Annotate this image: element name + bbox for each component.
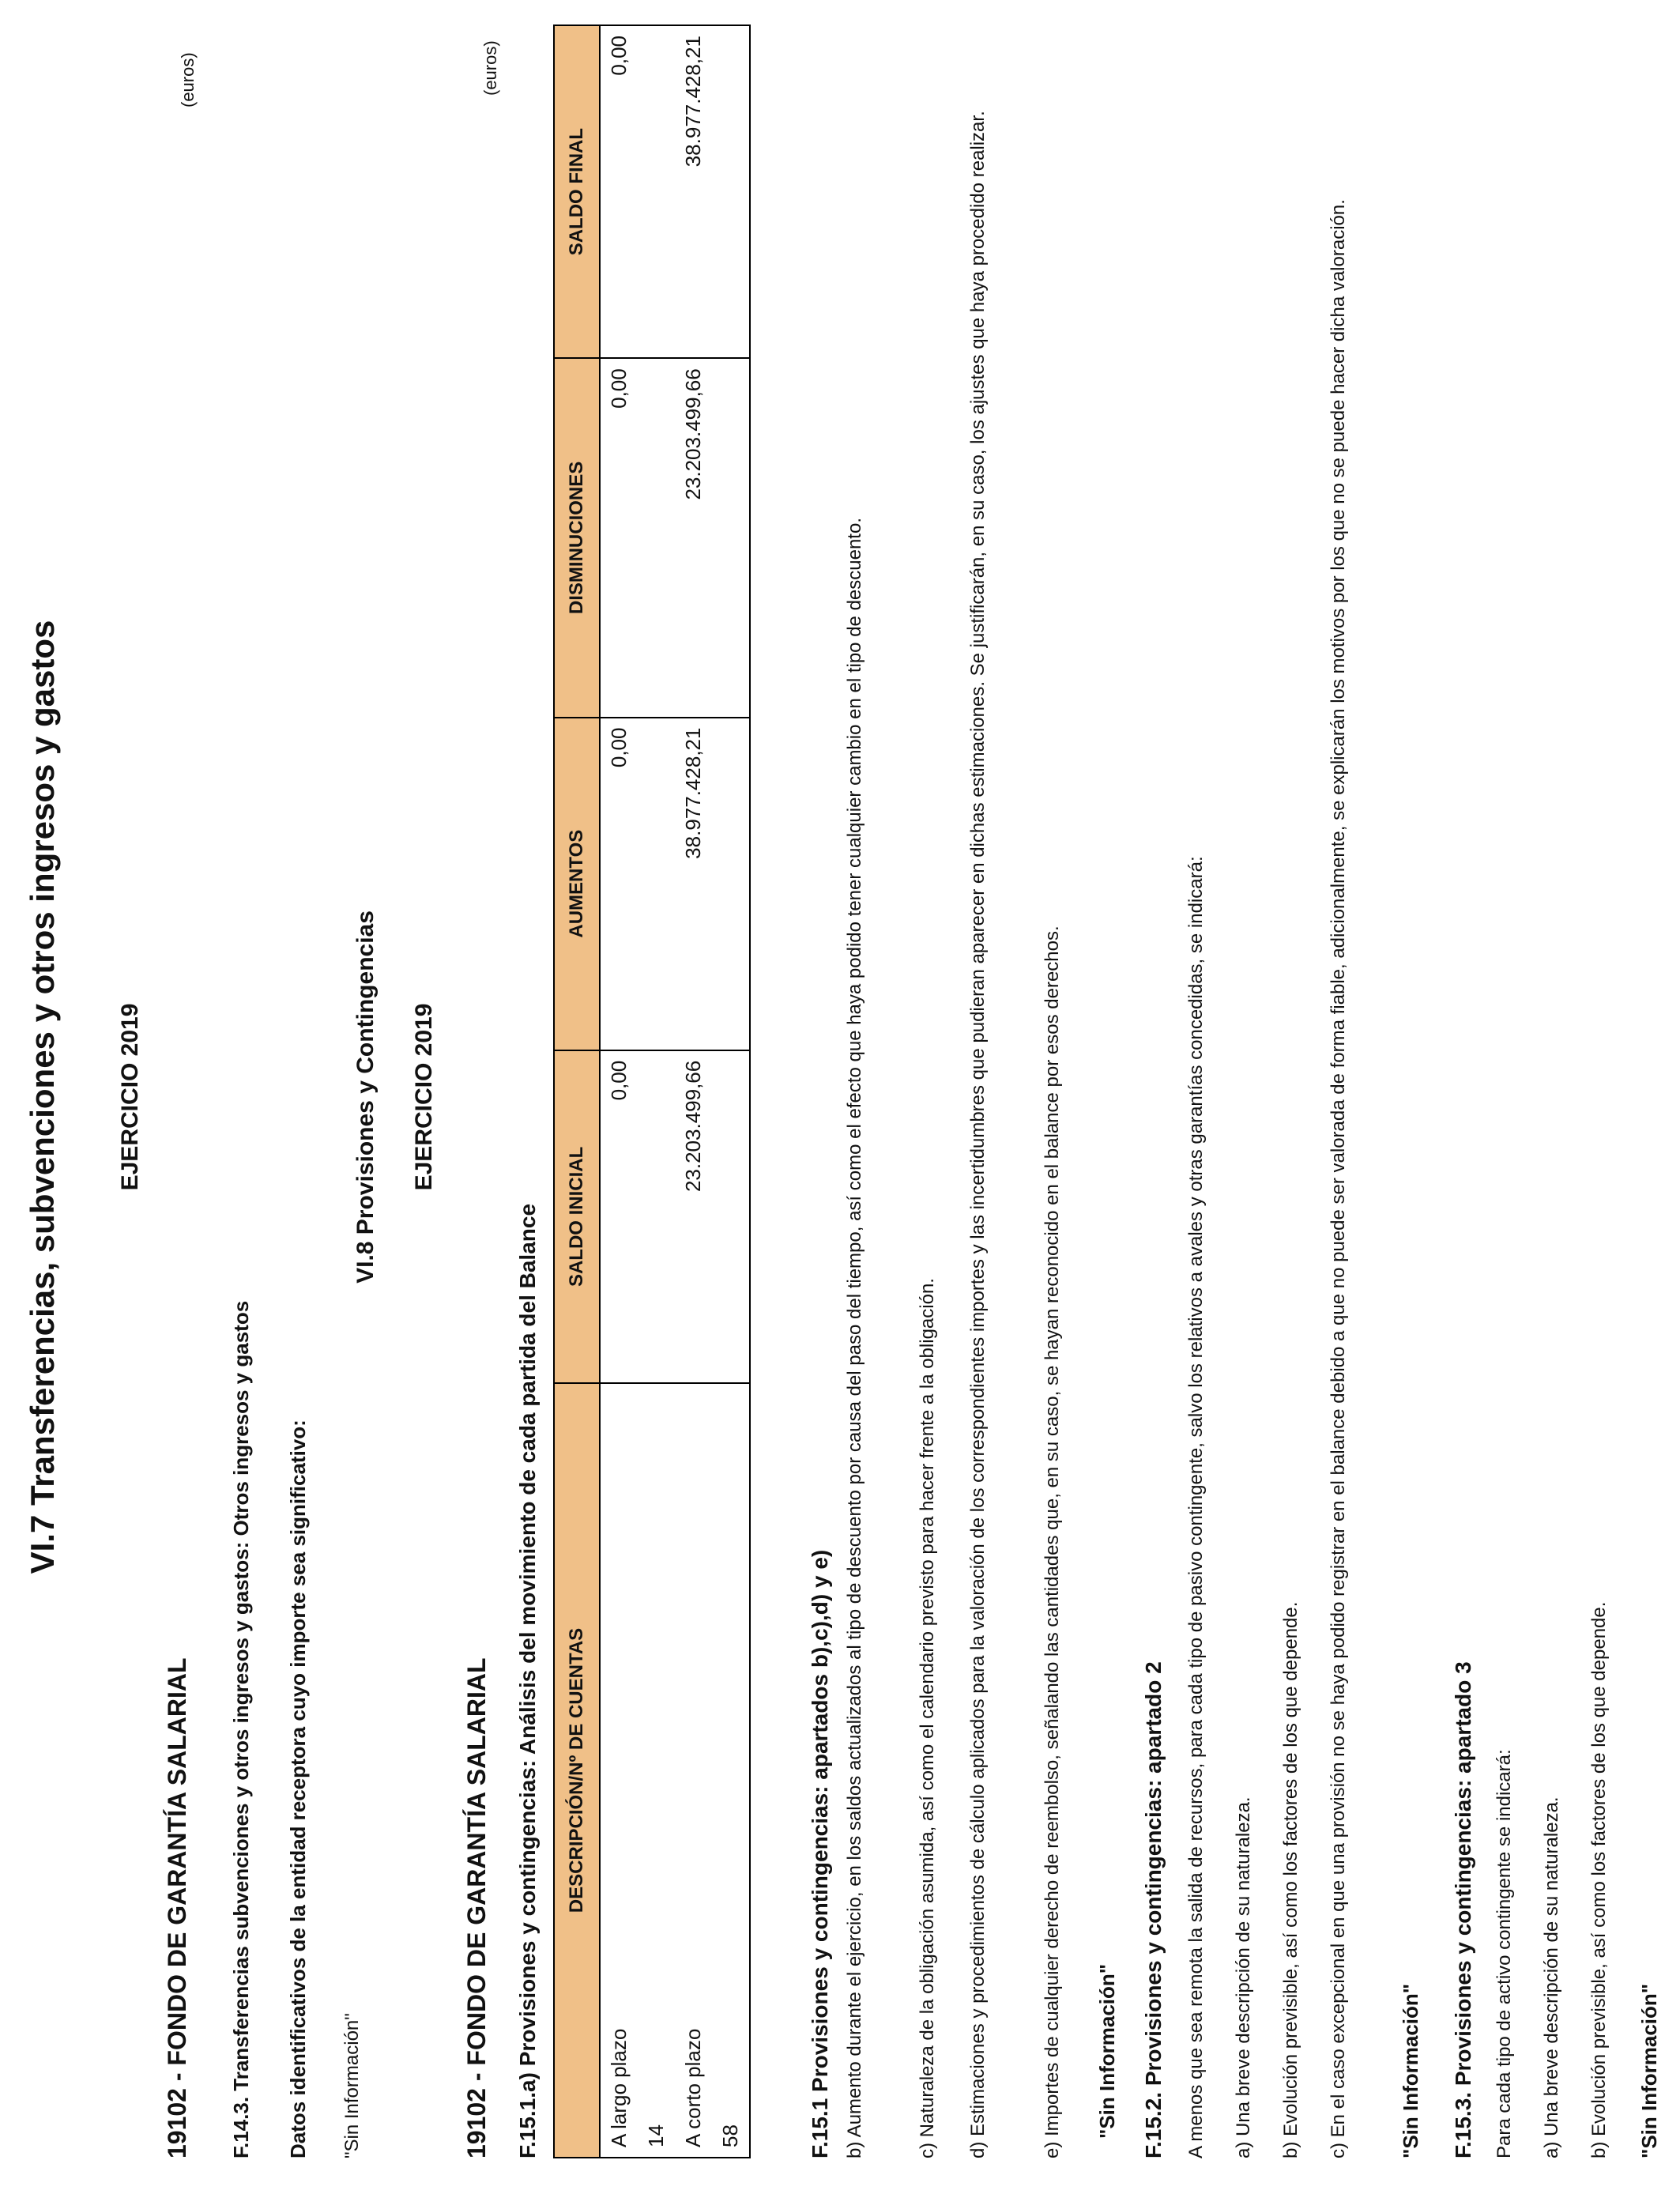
cell-saldo-inicial: 23.203.499,66 [675, 1050, 712, 1383]
cell-saldo-inicial [638, 1050, 675, 1383]
entity-name: 19102 - FONDO DE GARANTÍA SALARIAL [462, 1657, 491, 2158]
f151-item-b: b) Aumento durante el ejercicio, en los saldos actualizados al tipo de descuento por causa del paso del tiempo, así como el efecto que haya podido tener cualquier cambio en el tipo de descuento. [844, 518, 865, 2158]
f152-item-b: b) Evolución previsible, así como los factores de los que depende. [1280, 1601, 1301, 2158]
cell-aumentos: 0,00 [600, 718, 638, 1050]
sin-informacion: "Sin Información" [1637, 1983, 1661, 2158]
currency-note: (euros) [480, 40, 500, 96]
f153-intro: Para cada tipo de activo contingente se indicará: [1494, 1749, 1515, 2158]
cell-disminuciones [712, 358, 750, 717]
cell-saldo-inicial: 0,00 [600, 1050, 638, 1383]
f152-heading: F.15.2. Provisiones y contingencias: apartado 2 [1141, 1661, 1166, 2158]
f153-item-a: a) Una breve descripción de su naturaleza. [1541, 1796, 1562, 2158]
cell-saldo-final [712, 25, 750, 358]
cell-descripcion: 58 [712, 1383, 750, 2158]
table-row [675, 25, 712, 2158]
header-saldo-final: SALDO FINAL [554, 25, 600, 358]
sin-informacion: "Sin Información" [1399, 1983, 1422, 2158]
ejercicio-label: EJERCICIO 2019 [411, 1003, 437, 1191]
header-descripcion: DESCRIPCIÓN/Nº DE CUENTAS [554, 1383, 600, 2158]
cell-disminuciones: 0,00 [600, 358, 638, 717]
f151-item-d: d) Estimaciones y procedimientos de cálculo aplicados para la valoración de los correspondientes importes y las incertidumbres que pudieran aparecer en dichas estimaciones. Se justificarán, en su caso, los ajustes que haya procedido realizar. [967, 111, 989, 2158]
cell-saldo-final [638, 25, 675, 358]
currency-note: (euros) [178, 52, 198, 107]
cell-aumentos [712, 718, 750, 1050]
sin-informacion: "Sin Información" [341, 2013, 363, 2158]
header-saldo-inicial: SALDO INICIAL [554, 1050, 600, 1383]
cell-disminuciones: 23.203.499,66 [675, 358, 712, 717]
cell-descripcion: A corto plazo [675, 1383, 712, 2158]
f152-intro: A menos que sea remota la salida de recursos, para cada tipo de pasivo contingente, salvo los relativos a avales y otras garantías concedidas, se indicará: [1185, 856, 1207, 2158]
section-title-vi8: VI.8 Provisiones y Contingencias [352, 910, 379, 1284]
f152-item-a: a) Una breve descripción de su naturaleza. [1233, 1796, 1254, 2158]
cell-descripcion: 14 [638, 1383, 675, 2158]
cell-disminuciones [638, 358, 675, 717]
section-title-vi7: VI.7 Transferencias, subvenciones y otros ingresos y gastos [24, 620, 61, 1574]
cell-aumentos: 38.977.428,21 [675, 718, 712, 1050]
f151-item-e: e) Importes de cualquier derecho de reembolso, señalando las cantidades que, en su caso, se hayan reconocido en el balance por esos derechos. [1042, 925, 1063, 2158]
f143-heading: F.14.3. Transferencias subvenciones y otros ingresos y gastos: Otros ingresos y gastos [229, 1300, 253, 2158]
f152-item-c: c) En el caso excepcional en que una provisión no se haya podido registrar en el balance debido a que no puede ser valorada de forma fiable, adicionalmente, se explicarán los motivos por los que no se puede hacer dicha valoración. [1328, 199, 1349, 2158]
cell-saldo-final: 38.977.428,21 [675, 25, 712, 358]
table-header-row [554, 25, 600, 2158]
f151-heading: F.15.1 Provisiones y contingencias: apartados b),c),d) y e) [808, 1549, 832, 2158]
table-row [600, 25, 638, 2158]
cell-descripcion: A largo plazo [600, 1383, 638, 2158]
f151a-heading: F.15.1.a) Provisiones y contingencias: Análisis del movimiento de cada partida del Balance [515, 1203, 540, 2158]
header-aumentos: AUMENTOS [554, 718, 600, 1050]
f151-item-c: c) Naturaleza de la obligación asumida, así como el calendario previsto para hacer frente a la obligación. [917, 1278, 938, 2158]
ejercicio-label: EJERCICIO 2019 [117, 1003, 143, 1191]
entity-name: 19102 - FONDO DE GARANTÍA SALARIAL [163, 1657, 191, 2158]
header-disminuciones: DISMINUCIONES [554, 358, 600, 717]
cell-saldo-final: 0,00 [600, 25, 638, 358]
cell-saldo-inicial [712, 1050, 750, 1383]
sin-informacion: "Sin Información" [1095, 1963, 1119, 2139]
table-row [712, 25, 750, 2158]
cell-aumentos [638, 718, 675, 1050]
datos-heading: Datos identificativos de la entidad receptora cuyo importe sea significativo: [286, 1419, 310, 2158]
provisions-movement-table [553, 25, 751, 2158]
table-row [638, 25, 675, 2158]
f153-heading: F.15.3. Provisiones y contingencias: apartado 3 [1451, 1661, 1475, 2158]
f153-item-b: b) Evolución previsible, así como los factores de los que depende. [1588, 1601, 1610, 2158]
